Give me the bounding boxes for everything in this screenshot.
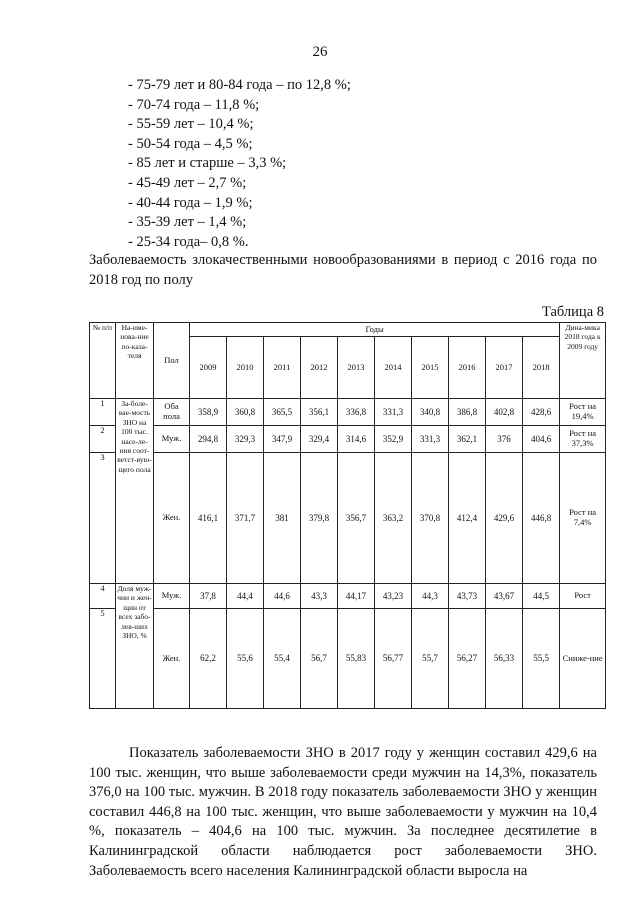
- indicator-share: Доля муж-чин и жен-щин от всех забо-лев-ших ЗНО, %: [116, 584, 154, 709]
- cell-value: 43,73: [449, 584, 486, 609]
- cell-value: 329,4: [301, 426, 338, 453]
- header-year: 2012: [301, 337, 338, 399]
- cell-value: 329,3: [227, 426, 264, 453]
- row-num: 1: [90, 399, 116, 426]
- cell-value: 370,8: [412, 453, 449, 584]
- cell-value: 55,4: [264, 609, 301, 709]
- table-row: [90, 426, 606, 453]
- row-dynamics: Рост на 37,3%: [560, 426, 606, 453]
- table-row: [90, 453, 606, 584]
- cell-value: 37,8: [190, 584, 227, 609]
- cell-value: 44,3: [412, 584, 449, 609]
- list-item: - 35-39 лет – 1,4 %;: [128, 214, 247, 231]
- cell-value: 416,1: [190, 453, 227, 584]
- header-year: 2018: [523, 337, 560, 399]
- cell-value: 356,7: [338, 453, 375, 584]
- cell-value: 446,8: [523, 453, 560, 584]
- cell-value: 44,6: [264, 584, 301, 609]
- header-year: 2011: [264, 337, 301, 399]
- list-item: - 85 лет и старше – 3,3 %;: [128, 155, 287, 172]
- header-sex: Пол: [154, 323, 190, 399]
- cell-value: 294,8: [190, 426, 227, 453]
- row-sex: Оба пола: [154, 399, 190, 426]
- list-item: - 75-79 лет и 80-84 года – по 12,8 %;: [128, 77, 351, 93]
- cell-value: 347,9: [264, 426, 301, 453]
- cell-value: 362,1: [449, 426, 486, 453]
- header-dynamics: Дина-мика 2018 года к 2009 году: [560, 323, 606, 399]
- cell-value: 336,8: [338, 399, 375, 426]
- intro-paragraph: Заболеваемость злокачественными новообразованиями в период с 2016 года по 2018 год по полу: [89, 252, 597, 288]
- header-indicator-name: На-име-нова-ние по-каза-теля: [116, 323, 154, 399]
- table-row: [90, 609, 606, 709]
- table-row: [90, 584, 606, 609]
- header-year: 2017: [486, 337, 523, 399]
- cell-value: 386,8: [449, 399, 486, 426]
- header-year: 2014: [375, 337, 412, 399]
- bottom-paragraph: [89, 744, 597, 881]
- cell-value: 358,9: [190, 399, 227, 426]
- header-year: 2016: [449, 337, 486, 399]
- row-num: 3: [90, 453, 116, 584]
- cell-value: 404,6: [523, 426, 560, 453]
- cell-value: 356,1: [301, 399, 338, 426]
- row-sex: Муж.: [154, 584, 190, 609]
- indicator-incidence: За-боле-вае-мость ЗНО на 100 тыс. насе-ле-ния соот-ветст-вую-щего пола: [116, 399, 154, 584]
- row-dynamics: Рост: [560, 584, 606, 609]
- cell-value: 428,6: [523, 399, 560, 426]
- cell-value: 429,6: [486, 453, 523, 584]
- row-num: 5: [90, 609, 116, 709]
- cell-value: 365,5: [264, 399, 301, 426]
- cell-value: 412,4: [449, 453, 486, 584]
- bottom-paragraph-text: Показатель заболеваемости ЗНО в 2017 году у женщин составил 429,6 на 100 тыс. женщин, что выше заболеваемости среди мужчин на 14,3%, показатель 376,0 на 100 тыс. мужчин. В 2018 году показатель заболеваемости ЗНО у женщин составил 446,8 на 100 тыс. женщин, что выше заболеваемости у мужчин на 10,4 %, показатель – 404,6 на 100 тыс. мужчин. За последнее десятилетие в Калининградской области наблюдается рост заболеваемости ЗНО. Заболеваемость всего населения Калининградской области выросла на: [89, 745, 597, 879]
- cell-value: 331,3: [412, 426, 449, 453]
- cell-value: 43,3: [301, 584, 338, 609]
- cell-value: 56,33: [486, 609, 523, 709]
- cell-value: 402,8: [486, 399, 523, 426]
- row-sex: Муж.: [154, 426, 190, 453]
- page-number: 26: [312, 44, 328, 60]
- cell-value: 55,7: [412, 609, 449, 709]
- row-sex: Жен.: [154, 609, 190, 709]
- header-num: № п/п: [90, 323, 116, 399]
- header-year: 2015: [412, 337, 449, 399]
- cell-value: 363,2: [375, 453, 412, 584]
- cell-value: 352,9: [375, 426, 412, 453]
- cell-value: 55,83: [338, 609, 375, 709]
- cell-value: 55,6: [227, 609, 264, 709]
- list-item: - 70-74 года – 11,8 %;: [128, 96, 260, 113]
- cell-value: 379,8: [301, 453, 338, 584]
- list-item: - 40-44 года – 1,9 %;: [128, 194, 253, 211]
- cell-value: 314,6: [338, 426, 375, 453]
- cell-value: 43,23: [375, 584, 412, 609]
- age-distribution-list: [128, 76, 351, 252]
- row-num: 2: [90, 426, 116, 453]
- list-item: - 55-59 лет – 10,4 %;: [128, 116, 254, 133]
- header-years-group: Годы: [190, 323, 560, 337]
- cell-value: 62,2: [190, 609, 227, 709]
- row-dynamics: Рост на 7,4%: [560, 453, 606, 584]
- table-row: [90, 399, 606, 426]
- row-sex: Жен.: [154, 453, 190, 584]
- cell-value: 56,77: [375, 609, 412, 709]
- cell-value: 371,7: [227, 453, 264, 584]
- cell-value: 340,8: [412, 399, 449, 426]
- cell-value: 376: [486, 426, 523, 453]
- table-caption: Таблица 8: [541, 304, 604, 320]
- row-num: 4: [90, 584, 116, 609]
- list-item: - 50-54 года – 4,5 %;: [128, 135, 253, 152]
- cell-value: 55,5: [523, 609, 560, 709]
- cell-value: 44,4: [227, 584, 264, 609]
- list-item: - 25-34 года– 0,8 %.: [128, 233, 249, 250]
- cell-value: 381: [264, 453, 301, 584]
- cell-value: 56,7: [301, 609, 338, 709]
- incidence-table: [89, 322, 606, 709]
- cell-value: 44,17: [338, 584, 375, 609]
- row-dynamics: Рост на 19,4%: [560, 399, 606, 426]
- header-year: 2010: [227, 337, 264, 399]
- header-year: 2013: [338, 337, 375, 399]
- list-item: - 45-49 лет – 2,7 %;: [128, 174, 247, 191]
- cell-value: 43,67: [486, 584, 523, 609]
- row-dynamics: Сниже-ние: [560, 609, 606, 709]
- header-year: 2009: [190, 337, 227, 399]
- cell-value: 360,8: [227, 399, 264, 426]
- cell-value: 44,5: [523, 584, 560, 609]
- cell-value: 331,3: [375, 399, 412, 426]
- cell-value: 56,27: [449, 609, 486, 709]
